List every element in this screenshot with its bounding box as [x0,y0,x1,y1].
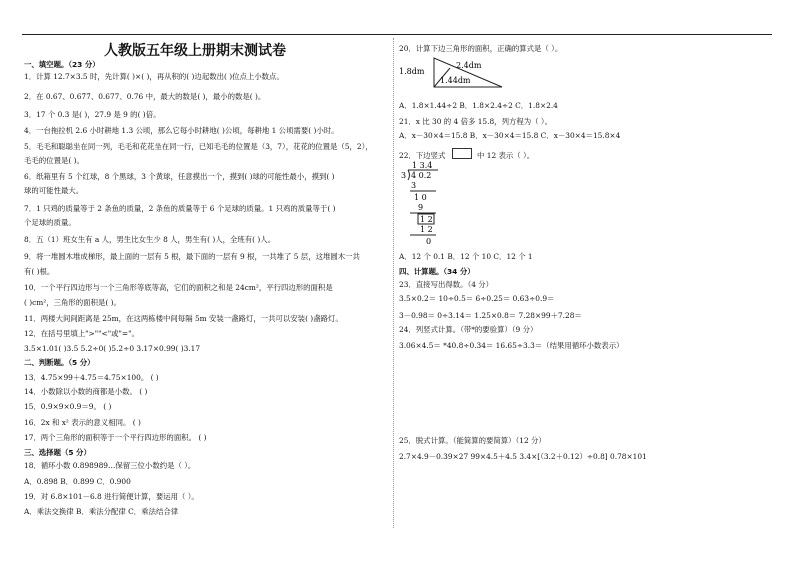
question-line: 19．对 6.8×101－6.8 进行简便计算，要运用（ ）。 [24,492,199,501]
question-line: A．x－30×4＝15.8 B．x－30×4＝15.8 C．x－30×4＝15.8×4 [399,131,621,140]
question-line: 3.5×1.01( )3.5 5.2÷0( )5.2÷0 3.17×0.99( )3.17 [24,344,201,353]
question-line: 12．在括号里填上">""<"或"="。 [24,329,139,338]
div-step-6: 0 [426,237,432,246]
triangle-figure [398,54,508,98]
question-line: 3．17 个 0.3 是( )，27.9 是 9 的( )倍。 [24,110,161,119]
question-line: 23．直接写出得数。（4 分） [399,280,494,289]
question-line: 7．1 只鸡的质量等于 2 条鱼的质量，2 条鱼的质量等于 6 个足球的质量。1 只鸡的质量等于( ) [24,204,336,213]
section-heading: 四、计算题。（34 分） [399,267,475,276]
triangle-base-label: 1.44dm [440,76,471,85]
question-line: 16．2x 和 x² 表示的意义相同。 ( ) [24,418,141,427]
div-bracket [408,170,410,180]
question-line: 18．循环小数 0.898989…保留三位小数约是（ ）。 [24,461,196,470]
div-dividend: 4 0.2 [411,171,432,180]
question-line: 8．五（1）班女生有 a 人，男生比女生少 8 人，男生有( )人，全班有( )人。 [24,235,276,244]
section-heading: 三、选择题（5 分） [24,448,91,457]
question-line: 24．列竖式计算。（带*的要验算）（9 分） [399,325,538,334]
question-line: 3.06×4.5＝ *40.8÷0.34＝ 16.65÷3.3＝（结果用循环小数表示） [399,341,624,350]
question-line: 17．两个三角形的面积等于一个平行四边形的面积。 ( ) [24,433,207,442]
question-line: 球的可能性最大。 [24,186,84,195]
question-line: 25．脱式计算。（能简算的要简算）（12 分） [399,436,546,445]
section-heading: 一、填空题。（23 分） [24,60,100,69]
question-line: 2.7×4.9－0.39×27 99×4.5＋4.5 3.4×[（3.2＋0.12）÷0.8] 0.78×101 [399,452,647,461]
question-line: 11．两楼大间间距离是 25m，在这两栋楼中间每隔 5m 安装一盏路灯，一共可以安装( )盏路灯。 [24,314,343,323]
div-step-3: 9 [418,203,424,212]
question-line: 10．一个平行四边形与一个三角形等底等高，它们的面积之和是 24cm²，平行四边形的面积是 [24,283,333,292]
question-line: A．0.898 B．0.899 C．0.900 [24,477,131,486]
question-line: 2．在 0.67、0.67̇7̇、0.677、0.76 中，最大的数是( )，最小的数是( )。 [24,92,266,101]
triangle-height-label: 1.8dm [399,67,425,76]
question-line: 中 12 表示（ ）。 [477,151,535,160]
long-division-figure [398,160,458,250]
triangle-hyp-label: 2.4dm [456,61,482,70]
question-line: 5．毛毛和聪聪坐在同一列，毛毛和花花坐在同一行，已知毛毛的位置是（3，7），花花的位置是（5，2）， [24,142,373,151]
question-line: 1．计算 12.7×3.5 时，先计算( )×( )，再从积的( )边起数出( )位点上小数点。 [24,72,284,81]
question-line: ( )cm²，三角形的面积是( )。 [24,298,121,307]
question-line: 22．下边竖式 [399,151,446,160]
top-rule [22,34,772,35]
question-line: 3.5×0.2＝ 10÷0.5＝ 6÷0.25＝ 0.63÷0.9＝ [399,294,555,303]
div-step-5: 1 2 [420,225,433,234]
question-line: 有( )根。 [24,267,55,276]
column-divider [393,38,394,528]
question-line: A．乘法交换律 B．乘法分配律 C．乘法结合律 [24,507,179,516]
question-line: 14．小数除以小数的商都是小数。 ( ) [24,387,148,396]
div-quotient: 1 3.4 [412,161,433,170]
question-line: 15．0.9×9×0.9＝9。 ( ) [24,402,112,411]
question-line: 20．计算下边三角形的面积，正确的算式是（ ）。 [399,44,563,53]
div-step-4: 1 2 [420,215,433,224]
question-line: 6．纸箱里有 5 个红球，8 个黑球，3 个黄球，任意摸出一个，摸到( )球的可能性最小，摸到( ) [24,172,335,181]
question-line: 个足球的质量。 [24,218,76,227]
question-line: 9．将一堆圆木堆成梯形，最上面的一层有 5 根，最下面的一层有 9 根，一共堆了 5 层，这堆圆木一共 [24,252,360,261]
section-heading: 二、判断题。（5 分） [24,358,95,367]
div-divisor: 3 [401,171,407,180]
question-line: 毛毛的位置是( )。 [24,156,84,165]
question-line: 21．x 比 30 的 4 倍多 15.8，列方程为（ ）。 [399,117,552,126]
div-step-2: 1 0 [414,193,427,202]
question-line: 3－0.98＝ 0÷3.14＝ 1.25×0.8＝ 7.28×99＋7.28＝ [399,311,582,320]
question-line: 4．一台拖拉机 2.6 小时耕地 1.3 公顷，那么它每小时耕地( )公顷，每耕地 1 公顷需要( )小时。 [24,126,339,135]
question-line: A．1.8×1.44÷2 B．1.8×2.4÷2 C．1.8×2.4 [399,101,558,110]
div-step-1: 3 [411,181,417,190]
question-line: 13．4.75×99＋4.75＝4.75×100。 ( ) [24,373,159,382]
question-line: A．12 个 0.1 B．12 个 10 C．12 个 1 [399,252,533,261]
page-title: 人教版五年级上册期末测试卷 [104,43,286,59]
answer-box [452,148,472,159]
